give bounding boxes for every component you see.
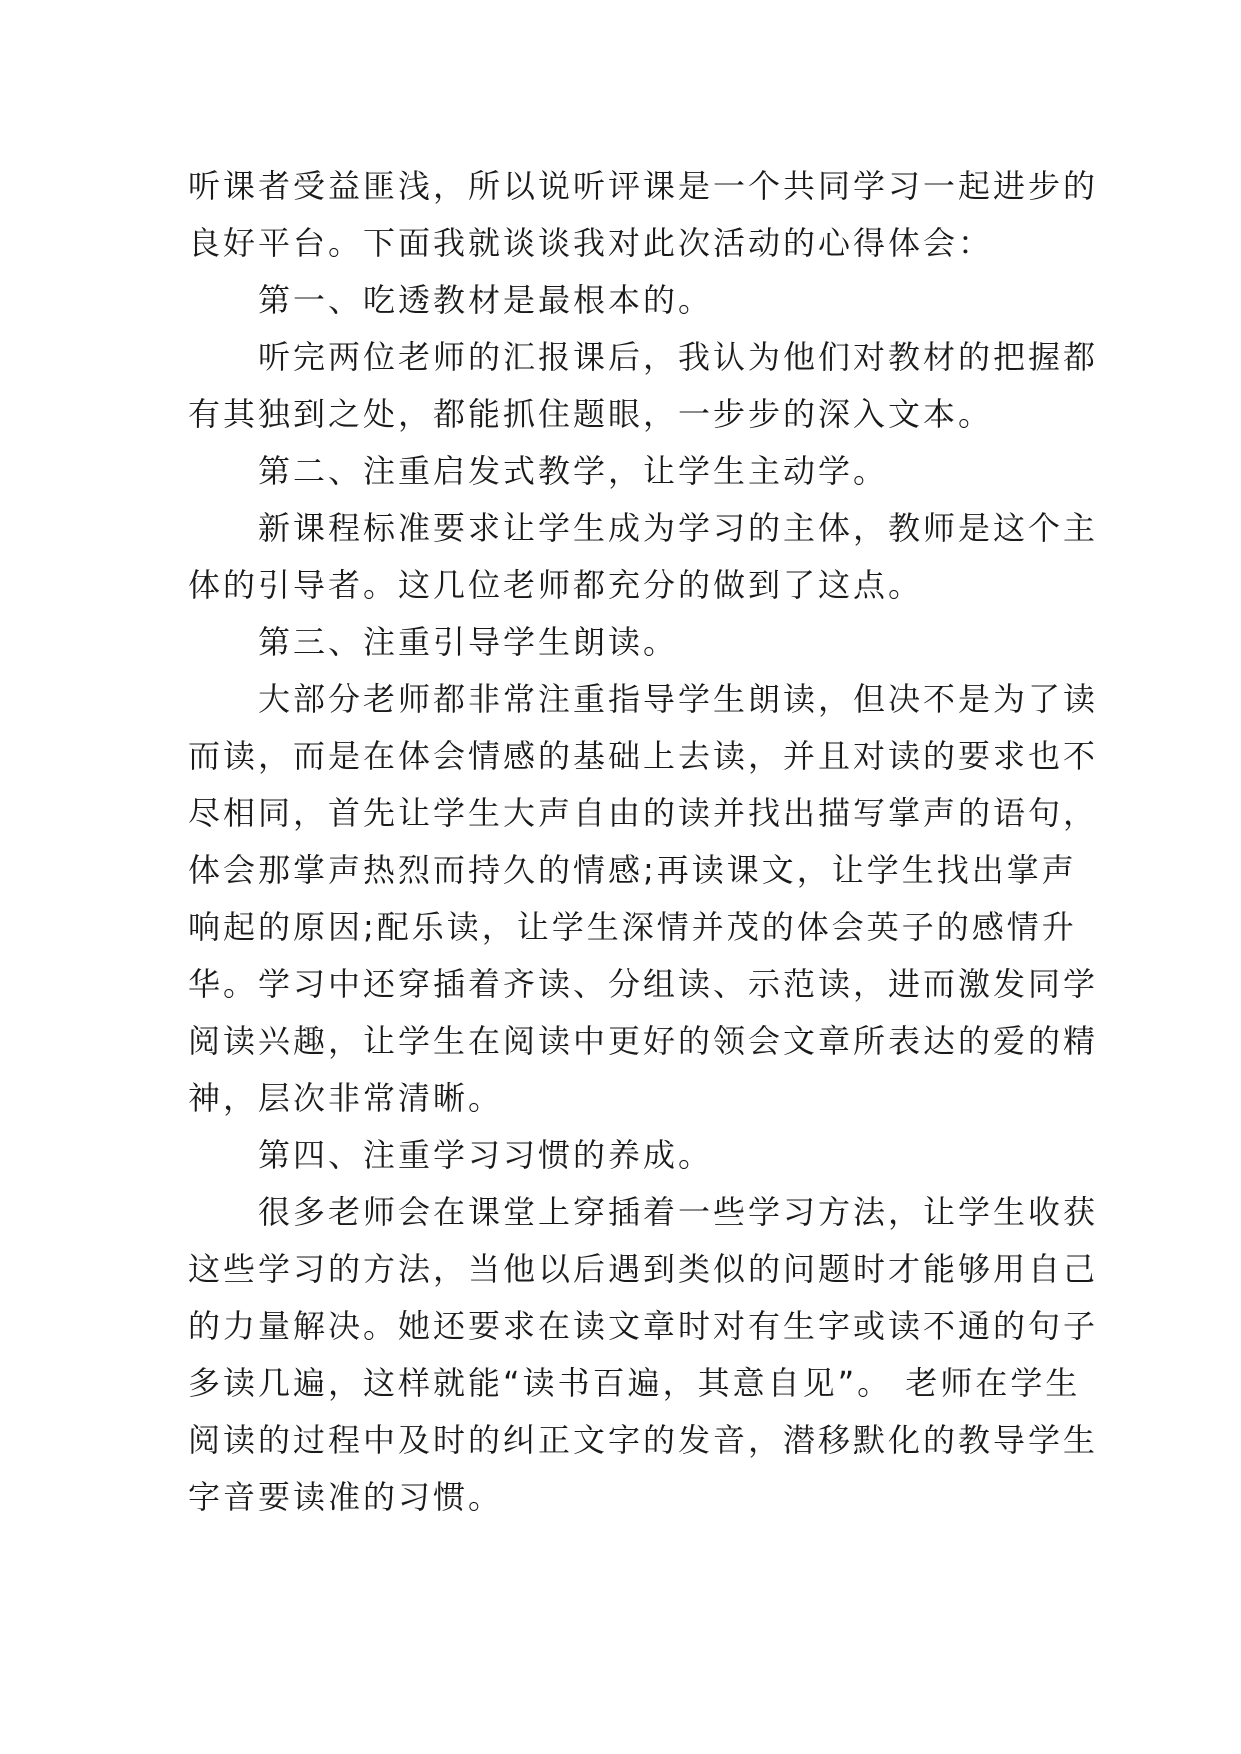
section-heading: 第二、注重启发式教学，让学生主动学。 [258,452,889,490]
paragraph-line: 响起的原因;配乐读，让学生深情并茂的体会英子的感情升 [188,908,1077,946]
paragraph-line: 阅读兴趣，让学生在阅读中更好的领会文章所表达的爱的精 [188,1022,1099,1060]
paragraph-line: 新课程标准要求让学生成为学习的主体，教师是这个主 [258,509,1099,547]
paragraph-line: 听完两位老师的汇报课后，我认为他们对教材的把握都 [258,338,1099,376]
document-page [188,158,1099,1526]
paragraph-line: 这些学习的方法，当他以后遇到类似的问题时才能够用自己 [188,1250,1099,1288]
paragraph-line: 很多老师会在课堂上穿插着一些学习方法，让学生收获 [258,1193,1099,1231]
paragraph-line: 阅读的过程中及时的纠正文字的发音，潜移默化的教导学生 [188,1421,1099,1459]
paragraph-line: 有其独到之处，都能抓住题眼，一步步的深入文本。 [188,395,994,433]
paragraph-line: 的力量解决。她还要求在读文章时对有生字或读不通的句子 [188,1307,1099,1345]
paragraph-line: 华。学习中还穿插着齐读、分组读、示范读，进而激发同学 [188,965,1099,1003]
paragraph-line: 字音要读准的习惯。 [188,1478,504,1516]
section-heading: 第三、注重引导学生朗读。 [258,623,679,661]
intro-line: 良好平台。下面我就谈谈我对此次活动的心得体会： [188,224,994,262]
paragraph-line: 神，层次非常清晰。 [188,1079,504,1117]
section-heading: 第一、吃透教材是最根本的。 [258,281,714,319]
paragraph-line: 多读几遍，这样就能“读书百遍，其意自见”。 老师在学生 [188,1364,1081,1402]
section-heading: 第四、注重学习习惯的养成。 [258,1136,714,1174]
paragraph-line: 尽相同，首先让学生大声自由的读并找出描写掌声的语句， [188,794,1099,832]
paragraph-line: 体会那掌声热烈而持久的情感;再读课文，让学生找出掌声 [188,851,1077,889]
paragraph-line: 体的引导者。这几位老师都充分的做到了这点。 [188,566,924,604]
paragraph-line: 而读，而是在体会情感的基础上去读，并且对读的要求也不 [188,737,1099,775]
paragraph-line: 大部分老师都非常注重指导学生朗读，但决不是为了读 [258,680,1099,718]
intro-line: 听课者受益匪浅，所以说听评课是一个共同学习一起进步的 [188,167,1099,205]
